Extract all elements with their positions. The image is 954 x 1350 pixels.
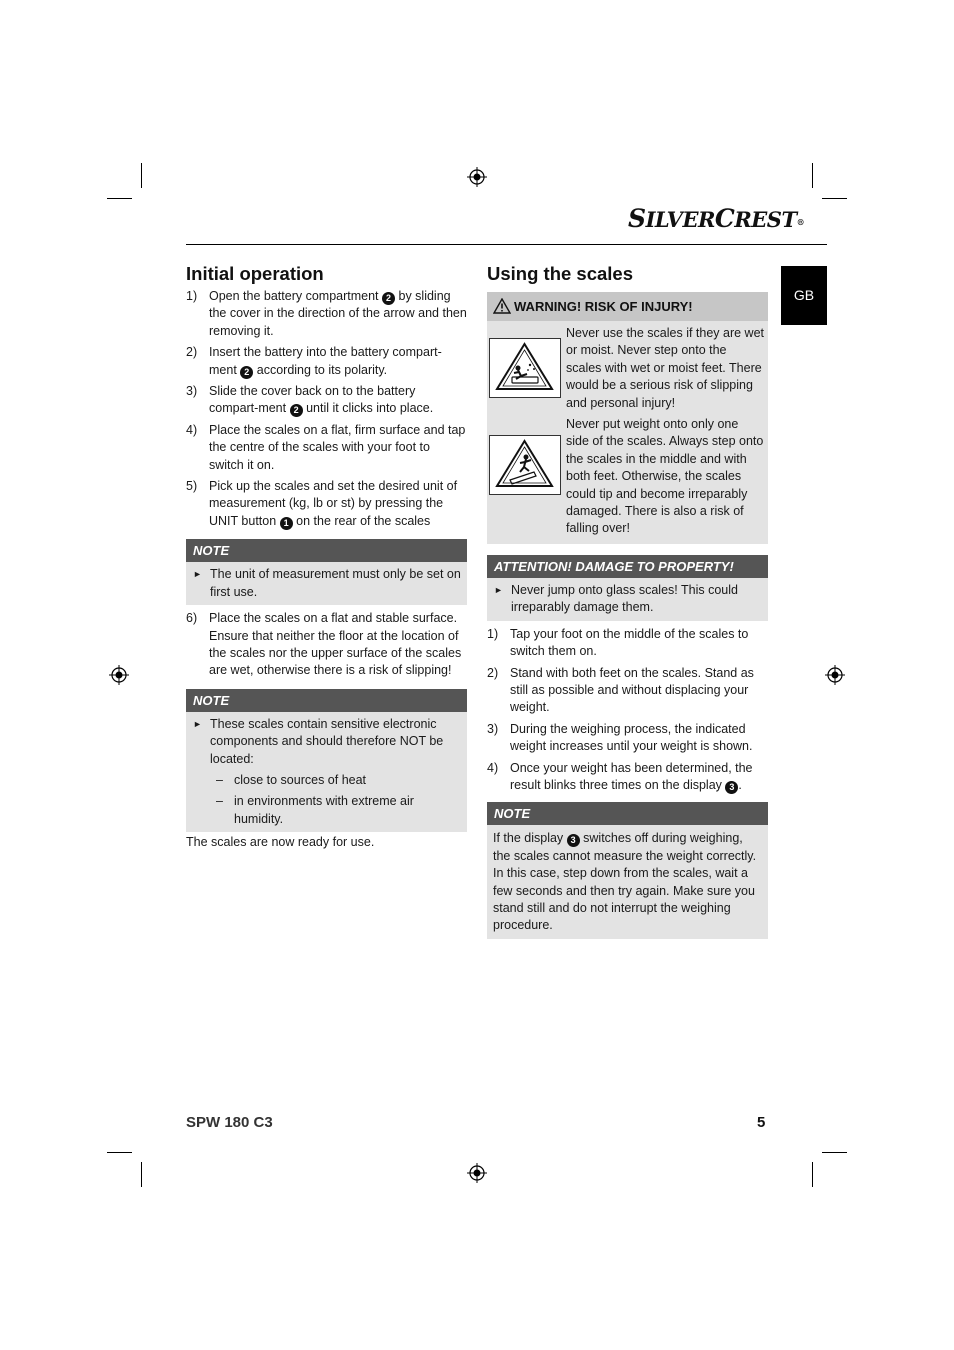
note-heading: NOTE (186, 539, 467, 562)
warning-paragraph: Never put weight onto only one side of the scales. Always step onto the scales in the middle and with both feet. Otherwise, the scales could tip and become irreparably damaged. There is also a risk of falling over! (566, 417, 764, 536)
crop-mark (107, 198, 132, 199)
note-subitem: – in environments with extreme air humidity. (216, 794, 414, 826)
step-list (186, 288, 467, 530)
section-title: Initial operation (186, 263, 324, 284)
brand-logo: SILVERCREST® (628, 204, 805, 233)
crop-mark (822, 198, 847, 199)
warning-box (487, 292, 768, 544)
crop-mark (107, 1152, 132, 1153)
registration-mark-icon (467, 167, 487, 187)
arrow-bullet-icon: ► (193, 569, 202, 580)
callout-number: 2 (290, 404, 303, 417)
warning-triangle-icon (493, 298, 511, 314)
callout-number: 2 (382, 292, 395, 305)
closing-text: The scales are now ready for use. (186, 835, 375, 850)
right-column (487, 262, 768, 939)
registration-mark-icon (467, 1163, 487, 1183)
attention-box (487, 555, 768, 621)
note-subitem: – close to sources of heat (216, 772, 367, 787)
callout-number: 2 (240, 366, 253, 379)
step-item: 1) Tap your foot on the middle of the scales to switch them on. (487, 626, 749, 659)
left-column (186, 262, 467, 852)
attention-item: ► Never jump onto glass scales! This could irreparably damage them. (494, 582, 738, 615)
slipping-hazard-pictogram (489, 338, 561, 398)
arrow-bullet-icon: ► (494, 584, 503, 595)
step-item: 1) Open the battery compartment 2 by sliding the cover in the direction of the arrow and then removing it. (186, 289, 467, 338)
step-list (487, 626, 768, 795)
callout-number: 1 (280, 517, 293, 530)
note-box (186, 539, 467, 605)
header-rule (186, 244, 827, 245)
model-number: SPW 180 C3 (186, 1114, 273, 1131)
step-item: 4) Once your weight has been determined, the result blinks three times on the display 3 . (487, 760, 753, 792)
step-item: 3) Slide the cover back on to the battery compart-ment 2 until it clicks into place. (186, 384, 434, 416)
falling-hazard-pictogram (489, 435, 561, 495)
step-item: 4) Place the scales on a flat, firm surface and tap the centre of the scales with your foot to switch it on. (186, 422, 466, 472)
warning-heading: WARNING! RISK OF INJURY! (487, 292, 768, 321)
note-heading: NOTE (186, 689, 467, 712)
note-box (487, 802, 768, 938)
page-number: 5 (757, 1114, 766, 1131)
step-item: 3) During the weighing process, the indicated weight increases until your weight is shown. (487, 721, 753, 754)
note-text: If the display 3 switches off during weighing, the scales cannot measure the weight correctly. In this case, step down from the scales, wait a few seconds and then try again. Make sure you stand still and do not interrupt the weighing procedure. (493, 831, 757, 933)
step-item: 5) Pick up the scales and set the desired unit of measurement (kg, lb or st) by pressing the UNIT button 1 on the rear of the scales (186, 479, 458, 528)
crop-mark (822, 1152, 847, 1153)
attention-heading: ATTENTION! DAMAGE TO PROPERTY! (487, 555, 768, 578)
language-tab: GB (781, 266, 827, 325)
crop-mark (141, 163, 142, 188)
note-item: ► These scales contain sensitive electronic components and should therefore NOT be located: (193, 716, 444, 766)
step-list (186, 610, 467, 680)
crop-mark (812, 163, 813, 188)
step-item: 6) Place the scales on a flat and stable surface. Ensure that neither the floor at the location of the scales nor the upper surface of the scales are wet, otherwise there is a risk of slipping! (186, 611, 462, 678)
crop-mark (141, 1162, 142, 1187)
note-box (186, 689, 467, 832)
step-item: 2) Stand with both feet on the scales. Stand as still as possible and without displacing your weight. (487, 665, 754, 715)
crop-mark (812, 1162, 813, 1187)
warning-paragraph: Never use the scales if they are wet or moist. Never step onto the scales with wet or moist feet. There would be a serious risk of slipping and personal injury! (566, 326, 765, 410)
registration-mark-icon (109, 665, 129, 685)
note-item: ► The unit of measurement must only be set on first use. (193, 567, 461, 599)
step-item: 2) Insert the battery into the battery compart-ment 2 according to its polarity. (186, 345, 442, 377)
section-title: Using the scales (487, 263, 634, 284)
arrow-bullet-icon: ► (193, 718, 202, 729)
callout-number: 3 (725, 781, 738, 794)
note-heading: NOTE (487, 802, 768, 825)
callout-number: 3 (567, 834, 580, 847)
registration-mark-icon (825, 665, 845, 685)
